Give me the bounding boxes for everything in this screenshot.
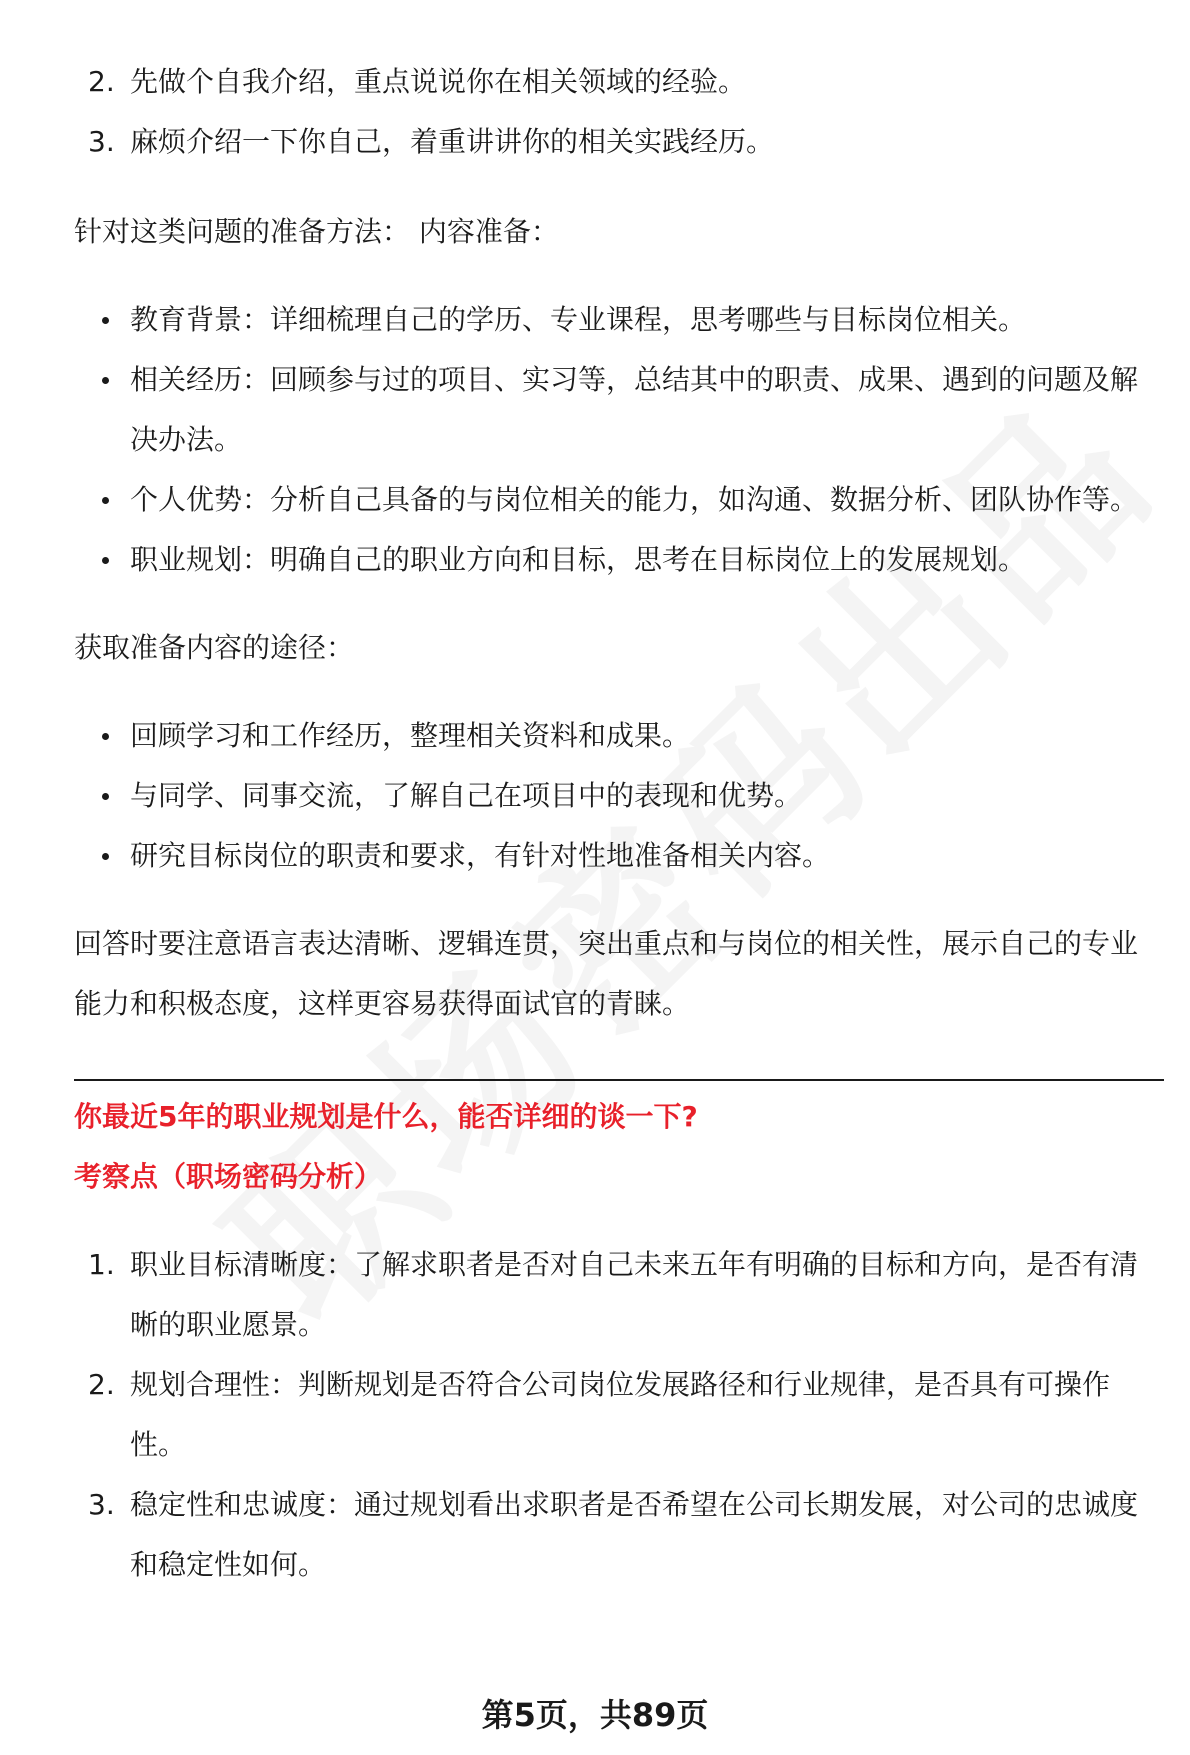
page-footer: 第5页，共89页 — [481, 1696, 709, 1734]
list-number: 1. — [88, 1248, 115, 1281]
list-item: 回顾学习和工作经历，整理相关资料和成果。 — [100, 706, 1164, 766]
list-item-text: 麻烦介绍一下你自己，着重讲讲你的相关实践经历。 — [130, 125, 775, 158]
summary-paragraph: 回答时要注意语言表达清晰、逻辑连贯，突出重点和与岗位的相关性，展示自己的专业能力和积极态度，这样更容易获得面试官的青睐。 — [74, 927, 1139, 1020]
top-numbered-list — [74, 52, 1164, 172]
sources-bullet-list — [74, 706, 1164, 886]
list-item-text: 先做个自我介绍，重点说说你在相关领域的经验。 — [130, 65, 747, 98]
prep-intro: 针对这类问题的准备方法： 内容准备： — [74, 215, 559, 248]
list-item — [88, 1235, 1164, 1355]
list-item: 研究目标岗位的职责和要求，有针对性地准备相关内容。 — [100, 826, 1164, 886]
list-item — [88, 1475, 1164, 1595]
document-body — [74, 52, 1164, 1595]
list-item — [88, 1355, 1164, 1475]
list-item: 个人优势：分析自己具备的与岗位相关的能力，如沟通、数据分析、团队协作等。 — [100, 470, 1164, 530]
sources-intro: 获取准备内容的途径： — [74, 631, 355, 664]
list-number: 2. — [88, 65, 115, 98]
prep-bullet-list — [74, 290, 1164, 590]
list-item: 与同学、同事交流，了解自己在项目中的表现和优势。 — [100, 766, 1164, 826]
list-item: 教育背景：详细梳理自己的学历、专业课程，思考哪些与目标岗位相关。 — [100, 290, 1164, 350]
list-number: 3. — [88, 1488, 115, 1521]
list-number: 2. — [88, 1368, 115, 1401]
list-item: 相关经历：回顾参与过的项目、实习等，总结其中的职责、成果、遇到的问题及解决办法。 — [100, 350, 1164, 470]
analysis-numbered-list — [74, 1235, 1164, 1595]
list-item — [88, 52, 1164, 112]
list-number: 3. — [88, 125, 115, 158]
list-item-text: 稳定性和忠诚度：通过规划看出求职者是否希望在公司长期发展，对公司的忠诚度和稳定性如何。 — [130, 1488, 1139, 1581]
analysis-title: 考察点（职场密码分析） — [74, 1160, 383, 1193]
list-item — [88, 112, 1164, 172]
list-item-text: 职业目标清晰度：了解求职者是否对自己未来五年有明确的目标和方向，是否有清晰的职业愿景。 — [130, 1248, 1139, 1341]
list-item-text: 规划合理性：判断规划是否符合公司岗位发展路径和行业规律，是否具有可操作性。 — [130, 1368, 1111, 1461]
question-heading: 你最近5年的职业规划是什么，能否详细的谈一下? — [74, 1100, 698, 1133]
list-item: 职业规划：明确自己的职业方向和目标，思考在目标岗位上的发展规划。 — [100, 530, 1164, 590]
